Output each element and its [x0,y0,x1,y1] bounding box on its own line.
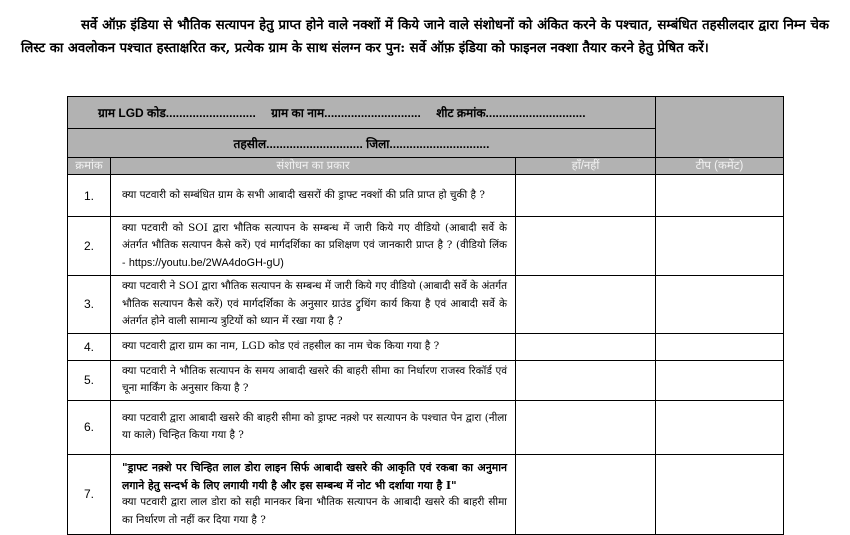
row-question: क्या पटवारी द्वारा ग्राम का नाम, LGD कोड एवं तहसील का नाम चेक किया गया है ? [111,333,516,360]
col-header-correction-type: संशोधन का प्रकार [111,158,516,175]
header-fields-cell-1 [68,97,656,129]
intro-text: सर्वे ऑफ़ इंडिया से भौतिक सत्यापन हेतु प्राप्त होने वाले नक्शों में किये जाने वाले संशोधनों को अंकित करने के पश्चात, सम्बंधित तहसीलदार द्वारा निम्न चेक लिस्ट का अवलोकन पश्चात हस्ताक्षरित कर, प्रत्येक ग्राम के साथ संलग्न कर पुन: सर्वे ऑफ़ इंडिया को फाइनल नक्शा तैयार करने हेतु प्रेषित करें। [21,18,829,56]
yes-no-cell[interactable] [516,333,656,360]
row-question [111,217,516,276]
row-number: 2. [68,217,111,276]
row-number: 7. [68,454,111,534]
yes-no-cell[interactable] [516,454,656,534]
table-row [68,175,784,217]
row-number: 3. [68,276,111,334]
comment-cell[interactable] [656,217,784,276]
row-question: क्या पटवारी ने भौतिक सत्यापन के समय आबादी खसरे की बाहरी सीमा का निर्धारण राजस्व रिकॉर्ड एवं चूना मार्किंग के अनुसार किया है ? [111,360,516,400]
row-number: 5. [68,360,111,400]
column-header-row [68,158,784,175]
sheet-number-field[interactable]: शीट क्रमांक.............................. [436,106,586,120]
yes-no-cell[interactable] [516,217,656,276]
comment-cell[interactable] [656,454,784,534]
row-question [111,454,516,534]
yes-no-cell[interactable] [516,276,656,334]
comment-cell[interactable] [656,333,784,360]
yes-no-cell[interactable] [516,360,656,400]
table-row [68,217,784,276]
col-header-comment: टीप (कमेंट) [656,158,784,175]
village-name-field[interactable]: ग्राम का नाम............................. [271,106,421,120]
comment-cell[interactable] [656,276,784,334]
district-field[interactable]: जिला.............................. [366,136,490,151]
table-row [68,276,784,334]
tehsil-field[interactable]: तहसील............................. [233,136,363,151]
row-question-text: क्या पटवारी द्वारा लाल डोरा को सही मानकर बिना भौतिक सत्यापन के आबादी खसरे की बाहरी सीमा का निर्धारण तो नहीं कर दिया गया है ? [122,496,507,526]
comment-cell[interactable] [656,400,784,454]
table-row [68,360,784,400]
header-blank-cell [656,97,784,158]
row-question: क्या पटवारी ने SOI द्वारा भौतिक सत्यापन के सम्बन्ध में जारी किये गए वीडियो (आबादी सर्वे के अंतर्गत भौतिक सत्यापन कैसे करें) एवं मार्गदर्शिका के अनुसार ग्राउंड ट्रुथिंग कार्य किया है एवं आबादी सर्वे के अंतर्गत होने वाली सामान्य त्रुटियों को ध्यान में रखा गया है ? [111,276,516,334]
red-dora-note: "ड्राफ्ट नक़्शे पर चिन्हित लाल डोरा लाइन सिर्फ आबादी खसरे की आकृति एवं रकबा का अनुमान लगाने हेतु सन्दर्भ के लिए लगायी गयी है और इस सम्बन्ध में नोट भी दर्शाया गया है I" [122,461,507,492]
village-lgd-code-field[interactable]: ग्राम LGD कोड........................... [98,106,256,120]
table-row [68,400,784,454]
row-question: क्या पटवारी को सम्बंधित ग्राम के सभी आबादी खसरों की ड्राफ्ट नक्शों की प्रति प्राप्त हो चुकी है ? [111,175,516,217]
col-header-serial: क्रमांक [68,158,111,175]
col-header-yes-no: हाँ/नहीं [516,158,656,175]
header-fields-row-1 [68,97,784,129]
yes-no-cell[interactable] [516,400,656,454]
header-fields-cell-2 [68,129,656,158]
checklist-table [67,96,784,535]
yes-no-cell[interactable] [516,175,656,217]
table-row [68,333,784,360]
comment-cell[interactable] [656,175,784,217]
row-question-text: क्या पटवारी को SOI द्वारा भौतिक सत्यापन के सम्बन्ध में जारी किये गए वीडियो (आबादी सर्वे के अंतर्गत भौतिक सत्यापन कैसे करें) एवं मार्गदर्शिका का प्रशिक्षण एवं जानकारी प्राप्त है ? (वीडियो लिंक - [122,221,507,269]
row-number: 6. [68,400,111,454]
table-row [68,454,784,534]
intro-paragraph [21,14,829,60]
row-question: क्या पटवारी द्वारा आबादी खसरे की बाहरी सीमा को ड्राफ्ट नक़्शे पर सत्यापन के पश्चात पेन द्वारा (नीला या काले) चिन्हित किया गया है ? [111,400,516,454]
comment-cell[interactable] [656,360,784,400]
row-number: 1. [68,175,111,217]
video-link[interactable]: https://youtu.be/2WA4doGH-gU) [128,256,284,269]
row-number: 4. [68,333,111,360]
